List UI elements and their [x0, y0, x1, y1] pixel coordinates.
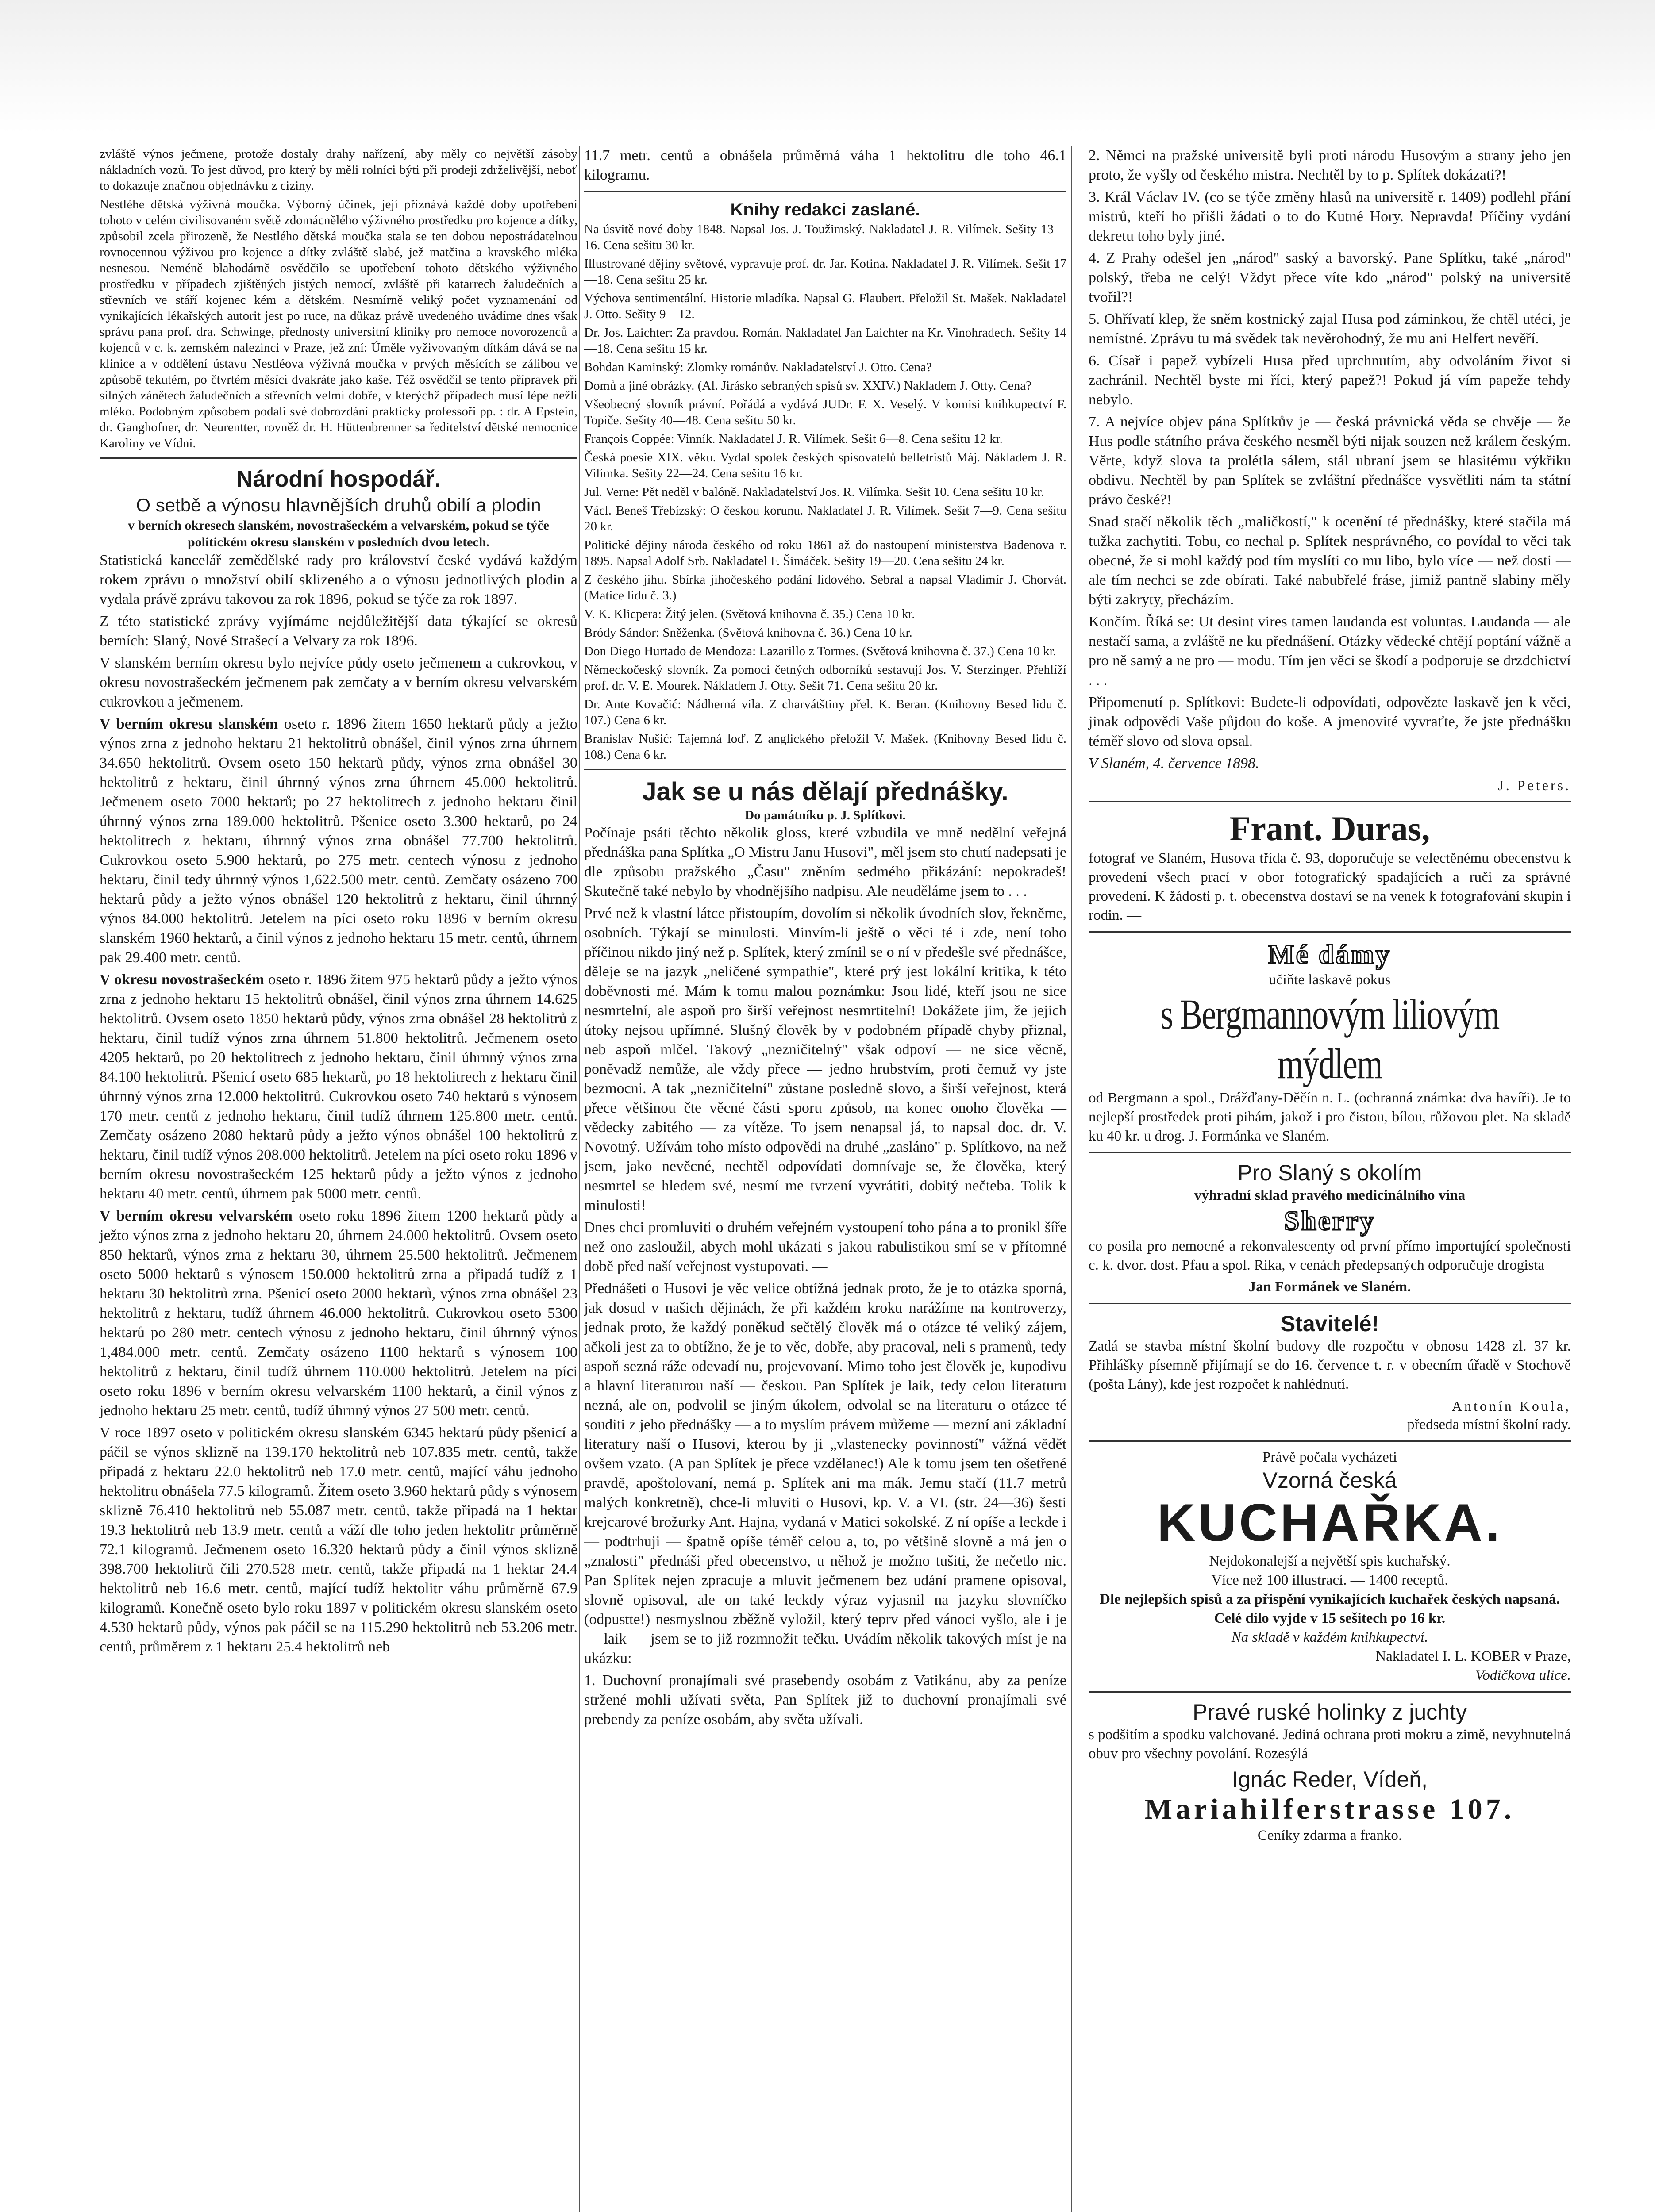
section-divider — [1089, 1303, 1571, 1304]
book-notice: Illustrované dějiny světové, vypravuje prof. dr. Jar. Kotina. Nakladatel J. R. Vilímek. Sešit 17—18. Cena sešitu 25 kr. — [584, 257, 1066, 287]
paragraph: 5. Ohřívatí klep, že sněm kostnický zajal Husa pod záminkou, že chtěl utéci, je nemístné. Zprávu tu má svědek tak nevěrohodný, že mu ani Helfert nevěří. — [1089, 311, 1571, 347]
book-notice: Bródy Sándor: Sněženka. (Světová knihovna č. 36.) Cena 10 kr. — [584, 626, 912, 640]
column-middle — [584, 146, 1066, 1732]
column-left — [100, 146, 577, 1659]
ad-line: Více než 100 illustrací. — 1400 receptů. — [1211, 1572, 1448, 1588]
book-notice: Z českého jihu. Sbírka jihočeského podání lidového. Sebral a napsal Vladimír J. Chorvát. (Matice lidu č. 3.) — [584, 572, 1066, 603]
article-subtitle: v berních okresech slanském, novostrašeckém a velvarském, pokud se týče politickém okresu slanském v posledních dvou letech. — [128, 518, 549, 549]
paragraph: oseto r. 1896 žitem 1650 hektarů půdy a ježto výnos zrna z jednoho hektaru 21 hektolitrů obnášel, činil výnos zrna úhrnem 34.650 hektolitrů. Ovsem oseto 150 hektarů půdy, výnos zrna obnášel 30 hektolitrů z hektaru, činil úhrnný výnos zrna úhrnem 45.000 hektolitrů. Ječmenem oseto 7000 hektarů; po 27 hektolitrech z jednoho hektaru činil úhrnný výnos zrna 189.000 hektolitrů. Pšenice oseto 3.300 hektarů, po 24 hektolitrech z hektaru, úhrnný výnos zrna obnášel 77.700 hektolitrů. Cukrovkou oseto 5.900 hektarů, po 275 metr. centech výnosu z jednoho hektaru, činil tedy úhrnný výnos 1,622.500 metr. centů. Zemčaty osázeno 700 hektarů půdy a ježto výnos obnášel 120 hektolitrů z hektaru, činil úhrnný výnos 84.000 hektolitrů. Jetelem na píci oseto roku 1896 v berním okresu slanském 1960 hektarů, a činil výnos z jednoho hektaru 15 metr. centů, úhrnem pak 29.400 metr. centů. — [100, 716, 578, 966]
ad-head: Pro Slaný s okolím — [1237, 1160, 1422, 1185]
book-notice: Branislav Nušić: Tajemná loď. Z anglického přeložil V. Mašek. (Knihovny Besed lidu č. 108.) Cena 6 kr. — [584, 732, 1066, 762]
paragraph: Z této statistické zprávy vyjímáme nejdůležitější data týkající se okresů berních: Slaný, Nové Strašecí a Velvary za rok 1896. — [100, 613, 577, 649]
ad-name: Sherry — [1284, 1206, 1376, 1236]
book-notice: Politické dějiny národa českého od roku 1861 až do nastoupení ministerstva Badenova r. 1895. Napsal Adolf Srb. Nakladatel F. Šimáček. Sešity 19—20. Cena sešitu 24 kr. — [584, 538, 1066, 568]
article-subtitle: Do památníku p. J. Splítkovi. — [745, 808, 906, 822]
paragraph: 4. Z Prahy odešel jen „národ" saský a bavorský. Pane Splítku, také „národ" polský, třeba ne celý! Vždyt přece víte kdo „národ" polský na universitě tvořil?! — [1089, 250, 1571, 305]
section-divider — [584, 769, 1066, 770]
ad-name: Frant. Duras, — [1229, 809, 1430, 848]
page-top-margin — [0, 0, 1655, 133]
paragraph: 6. Císař i papež vybízeli Husa před uprchnutím, aby odvoláním život si zachránil. Nechtěl byste mi říci, který papež?! Pokud já vím papeže tehdy nebylo. — [1089, 353, 1571, 408]
section-heading: Národní hospodář. — [236, 466, 441, 492]
book-notice: Domů a jiné obrázky. (Al. Jirásko sebraných spisů sv. XXIV.) Nakladem J. Otty. Cena? — [584, 379, 1032, 393]
paragraph: 1. Duchovní pronajímali své prasebendy osobám z Vatikánu, aby za peníze stržené mohli užívati světa, Pan Splítek již to duchovní pronajímali své prebendy za peníze osobám, aby světa užívali. — [584, 1672, 1066, 1728]
signature: Antonín Koula, — [1451, 1398, 1571, 1414]
ad-sherry — [1089, 1160, 1571, 1297]
section-divider — [1089, 1440, 1571, 1442]
section-divider — [1089, 1152, 1571, 1153]
ad-name: KUCHAŘKA. — [1157, 1493, 1503, 1552]
column-rule — [1071, 146, 1072, 2212]
district-heading: V okresu novostrašeckém — [100, 972, 265, 988]
ad-text: od Bergmann a spol., Drážďany-Děčín n. L. (ochranná známka: dva havíři). Je to nejlepší prostředek proti pihám, jakož i pro čistou, bílou, růžovou plet. Na skladě ku 40 kr. u drog. J. Formánka ve Slaném. — [1089, 1090, 1571, 1144]
paragraph: Prvé než k vlastní látce přistoupím, dovolím si několik úvodních slov, řekněme, osobních. Týkají se minulosti. Minvím-li ještě o věci té i zde, není toho příčinou nikdo jiný než p. Splítek, který zmínil se o ní v předešle své přednášce, děleje se na jazyk „neličené sympathie", které prý jest lokální kritika, k této doběvnosti mé. Mám k tomu malou poznámku: Jsou lidé, kteří jsou ne sice nesmrtelní, ale aspoň pro širší veřejnost nesmrtitelní! Dokážete jim, že jejich útoky nejsou upřímné. Slušný člověk by v podobném případě chyby přiznal, neb aspoň mlčel. Takový „nezničitelný" však odpoví — ne sice věcně, poněvadž nemůže, ale vždy přece — jedno hrubstvím, proti čemuž vy jste bezmocni. A tak „nezničitelní" zůstane posledně slovo, a širší veřejnost, která přece většinou čte věcné části sporu způsob, na konec onoho člověka — vědecky zabitého — za vítěze. To jsem nenapsal já, to napsal doc. dr. V. Novotný. Užívám toho místo odpovědi na druhé „zasláno" p. Splítkovo, na než jsem, jako nevěcné, nechtěl odpovídati domnívaje se, že člověka, který nesmrtel se hledem své, nesmí me tvrzení vyvrátiti, dobitý nečteba. Tolik k minulosti! — [584, 905, 1066, 1214]
ad-name: s Bergmannovým liliovým mýdlem — [1160, 991, 1499, 1087]
section-divider — [584, 191, 1066, 192]
paragraph: 11.7 metr. centů a obnášela průměrná váha 1 hektolitru dle toho 46.1 kilogramu. — [584, 147, 1066, 183]
article-title: Jak se u nás dělají přednášky. — [642, 777, 1008, 806]
ad-line: Na skladě v každém knihkupectví. — [1231, 1629, 1428, 1645]
ad-duras — [1089, 808, 1571, 925]
paragraph: 3. Král Václav IV. (co se týče změny hlasů na universitě r. 1409) podlehl přání mistrů, kteří ho přišli žádati o to do Kutné Hory. Nepravda! Příčiny vydání dekretu toho byly jiné. — [1089, 189, 1571, 244]
section-heading: Knihy redakci zaslané. — [730, 200, 920, 219]
ad-kucharka — [1089, 1448, 1571, 1685]
book-notice: Dr. Ante Kovačić: Nádherná vila. Z charvátštiny přel. K. Beran. (Knihovny Besed lidu č. 107.) Cena 6 kr. — [584, 697, 1066, 727]
article-title: O setbě a výnosu hlavnějších druhů obilí a plodin — [136, 495, 541, 515]
paragraph: oseto roku 1896 žitem 1200 hektarů půdy a ježto výnos zrna z jednoho hektaru 20, úhrnem 24.000 hektolitrů. Ovsem oseto 850 hektarů, výnos zrna z hektaru 30, úhrnem 25.500 hektolitrů. Ječmenem oseto 5000 hektarů s výnosem 150.000 hektolitrů zrna a připadá tudíž z 1 hektaru 30 hektolitrů zrna. Pšenicí oseto 2000 hektarů, výnos zrna obnášel 23 hektolitrů z hektaru, tudíž úhrnem 46.000 hektolitrů. Cukrovkou oseto 5300 hektarů po 280 metr. centech výnosu z jednoho hektaru, činil úhrnný výnos 1,484.000 metr. centů. Zemčaty osázeno 1100 hektarů s výnosem 100 hektolitrů z hektaru, činil tudíž úhrnem 110.000 hektolitrů. Jetelem na píci oseto roku 1896 v berním okresu velvarském 1100 hektarů, a činil výnos z jednoho hektaru 25 metr. centů, tudíž úhrnný výnos 27 500 metr. centů. — [100, 1208, 578, 1419]
paragraph: oseto r. 1896 žitem 975 hektarů půdy a ježto výnos zrna z jednoho hektaru 15 hektolitrů obnášel, činil výnos zrna úhrnem 14.625 hektolitrů. Ovsem oseto 1850 hektarů půdy, výnos zrna obnášel 28 hektolitrů z hektaru, činil tudíž výnos zrna úhrnem 51.800 hektolitrů. Ječmenem oseto 4205 hektarů, po 20 hektolitrech z jednoho hektaru, činil úhrnný výnos zrna 84.100 hektolitrů. Pšenicí oseto 685 hektarů, po 18 hektolitrech z hektaru činil úhrnný výnos zrna 12.000 hektolitrů. Cukrovkou oseto 740 hektarů s výnosem 170 metr. centů z jednoho hektaru, činil tudíž úhrnem 125.800 metr. centů. Zemčaty osázeno 2080 hektarů půdy a ježto výnos obnášel 100 hektolitrů z hektaru, činil tudíž výnos 208.000 hektolitrů. Jetelem na píci oseto roku 1896 v berním okresu novostrašeckém 125 hektarů půdy a ježto výnos z jednoho hektaru 40 metr. centů, úhrnem pak 5000 metr. centů. — [100, 972, 577, 1202]
ad-pre: Právě počala vycházeti — [1262, 1449, 1397, 1465]
ad-line: Nejdokonalejší a největší spis kuchařský. — [1209, 1553, 1451, 1569]
book-list — [584, 221, 1066, 763]
book-notice: Dr. Jos. Laichter: Za pravdou. Román. Nakladatel Jan Laichter na Kr. Vinohradech. Sešity 14—18. Cena sešitu 15 kr. — [584, 326, 1066, 356]
book-notice: Výchova sentimentální. Historie mladíka. Napsal G. Flaubert. Přeložil St. Mašek. Nakladatel J. Otto. Sešity 9—12. — [584, 291, 1066, 321]
ad-holinky — [1089, 1699, 1571, 1845]
paragraph-nestle: Nestléhe dětská výživná moučka. Výborný účinek, její přiznává každé doby upotřebení tohoto v celém civilisovaném světě zdomácnělého výživného prostředku pro kojence a dítky, způsobil zcela přirozeně, že Nestlého dětská moučka stala se ten dobou nepostrádatelnou rovnocennou výživou pro kojence a dítky zvláště slabé, jež matčina a kravského mléka nesnesou. Neméně blahodárně osvědčilo se upotřebení tohoto dětského výživného prostředku v případech zjištěných jistých nemocí, zvláště při katarrech žaludečních a střevních ve stáří kojenec kém a dětském. Nesmírně veliký počet vyznamenání od vynikajících lékařských autorit jest po ruce, na důkaz právě uvedeného uvádíme dnes však správu pana prof. dra. Schwinge, přednosty universitní kliniky pro nemoce novorozenců a kojenců v c. k. zemském nalezinci v Praze, jež zní: Úměle vyživovaným dítkám dává se na klinice a v oddělení ústavu Nestléova výživná moučka v prvých měsících se zálibou ve způsobě tekutém, po čtvrtém měsíci dvakráte jako kaše. Též osvědčil se tento přípravek při silných zánětech žaludečních a střevních velmi dobře, v kterýchž případech musí lépe nežli mléko. Podobným způsobem podali své dobrozdání prakticky professoři pp. : dr. A Epstein, dr. Ganghofner, dr. Neurentter, rovněž dr. H. Hüttenbrenner sa ředitelství dětské nemocnice Karoliny ve Vídni. — [100, 197, 577, 450]
ad-text: fotograf ve Slaném, Husova třída č. 93, doporučuje se velectěnému obecenstvu k provedení všech prací v obor fotografický spadajících a ruči za správné provedení. K žádosti p. t. obecenstva dostaví se na venek k fotografování skupin i rodin. — — [1089, 850, 1571, 923]
book-notice: François Coppée: Vinník. Nakladatel J. R. Vilímek. Sešit 6—8. Cena sešitu 12 kr. — [584, 432, 1003, 446]
paragraph: Přednášeti o Husovi je věc velice obtížná jednak proto, že je to otázka sporná, jak dosud v našich dějinách, že při každém kroku narážíme na kontroverzy, jednak proto, že každý poněkud sečtělý člověk má o otázce té veliký zájem, ačkoli jest za to obtížno, že je to věc, dobře, aby pracoval, neli s pramenů, tedy aspoň sezná ráže odevadí nu, projevovaní. Mimo toho jest člověk je, kupodivu a hlavní literaturou naší — českou. Pan Splítek je laik, tedy celou literaturu nezná, ale on, podvolil se jiným úkolem, odvolal se na literaturu o otázce té souditi z jeho přednášky — a to myslím právem můžeme — mezní ani základní literatury naší o Husovi, kterou by ji „vlastenecky povinností" vážná vědět ovšem vzato. (A pan Splítek je přece vzdělanec!) Ale k tomu jsem ten ošetřené pravdě, apoštolovaní, nemá p. Splítek ani ma mák. Jemu stačí (11.7 metrů malých konkretně), chce-li mluviti o Husovi, kp. V. a VI. (str. 24—36) šesti krejcarové brožurky Ant. Hajna, vydaná v Matici sokolské. Z ní opíše a leckde i — podtrhuji — špatně opíše téměř celou a, to, po většině slovně a má jen o „znalosti" přednáši před obecenstvo, u něhož je možno tušiti, že nečetlo nic. Pan Splítek nejen zpracuje a mluvit ječmenem bez udání pramene opisoval, slovně opisoval, ale on také leckdy výraz vyjasnil na jazyku slovníčko (odpustte!) nesmyslnou zběžně vyložil, který teprv před vánoci vyšlo, ale i je — laik — jsem se to již rozmnožit tečku. Uvádím několik takových míst je na ukázku: — [584, 1280, 1066, 1667]
ad-seller: Jan Formánek ve Slaném. — [1248, 1279, 1411, 1295]
paragraph: zvláště výnos ječmene, protože dostaly drahy nařízení, aby měly co největší zásoby nákladních vozů. To jest důvod, pro který by měli rolníci býti při prodeji zdrželivější, neboť to dokazuje značnou objednávku z ciziny. — [100, 147, 577, 193]
ad-sub: učiňte laskavě pokus — [1269, 972, 1391, 988]
ad-head: Vzorná česká — [1262, 1468, 1397, 1493]
book-notice: Bohdan Kaminský: Zlomky románův. Nakladatelství J. Otto. Cena? — [584, 360, 932, 374]
ad-text: Zadá se stavba místní školní budovy dle rozpočtu v obnosu 1428 zl. 37 kr. Přihlášky písemně přijímají se do 16. července t. r. v obecním úřadě v Stochově (pošta Lány), kde jest rozpočet k nahlédnutí. — [1089, 1338, 1571, 1392]
paragraph: Končím. Říká se: Ut desint vires tamen laudanda est voluntas. Laudanda — ale nestačí sama, a zvláště ne ku přednášení. Otázky vědecké chtějí poptání vážně a pro ně samý a ne pro — modu. Tím jen věci se škodí a podporuje se drzdchictví . . . — [1089, 614, 1571, 688]
book-notice: Česká poesie XIX. věku. Vydal spolek českých spisovatelů belletristů Máj. Nákladem J. R. Vilímka. Sešity 22—24. Cena sešitu 16 kr. — [584, 450, 1066, 480]
book-notice: Don Diego Hurtado de Mendoza: Lazarillo z Tormes. (Světová knihovna č. 37.) Cena 10 kr. — [584, 644, 1056, 658]
article-body — [584, 823, 1066, 1729]
signature-role: předseda místní školní rady. — [1407, 1417, 1571, 1432]
paragraph: Počínaje psáti těchto několik gloss, které vzbudila ve mně nedělní veřejná přednáška pana Splítka „O Mistru Janu Husovi", měl jsem sto chutí nadepsati je dle způsobu pražského „Času" zněním sedmého přikázání: nepokradeš! Skutečně také nebylo by vhodnějšího nadpisu. Ale neuděláme jsem to . . . — [584, 825, 1066, 899]
district-heading: V berním okresu slanském — [100, 716, 278, 732]
ad-address: Mariahilferstrasse 107. — [1144, 1793, 1515, 1825]
paragraph: Snad stačí několik těch „maličkostí," k ocenění té přednášky, které stačila má tužka zachytiti. Tobu, co nechal p. Splítek nesprávného, co povídal to věci tak obecné, že si mohl každý pod tím myslíti co mu libo, bylo více — než dosti — ale tím nechci se zde obírati. Také nabubřelé fráse, jimiž pantně slabiny měly býti zakryty, přecházím. — [1089, 514, 1571, 608]
ad-sub: výhradní sklad pravého medicinálního vína — [1194, 1187, 1466, 1203]
district-heading: V berním okresu velvarském — [100, 1208, 293, 1224]
ad-head: Mé dámy — [1268, 940, 1391, 970]
paragraph: Statistická kancelář zemědělské rady pro království české vydává každým rokem zprávu o množství obilí sklizeného a o výnosu jednotlivých plodin a vydala právě zprávu takovou za rok 1896, pokud se týče za rok 1897. — [100, 552, 577, 607]
book-notice: Václ. Beneš Třebízský: O českou korunu. Nakladatel J. R. Vilímek. Sešit 7—9. Cena sešitu 20 kr. — [584, 503, 1066, 534]
paragraph: 2. Němci na pražské universitě byli proti národu Husovým a strany jeho jen proto, že vyšly od českého mistra. Nechtěl by to p. Splítek dokázati?! — [1089, 147, 1571, 183]
ad-foot: Ceníky zdarma a franko. — [1257, 1828, 1402, 1843]
ad-line: Vodičkova ulice. — [1475, 1667, 1571, 1683]
paragraph: Dnes chci promluviti o druhém veřejném vystoupení toho pána a to pronikl šíře než ono zasloužil, abych mohl ukázati s jakou rabulistikou smí se v přítomné době před naší veřejnost vystupovati. — — [584, 1219, 1066, 1275]
column-rule — [579, 146, 580, 2212]
paragraph: V slanském berním okresu bylo nejvíce půdy oseto ječmenem a cukrovkou, v okresu novostrašeckém ječmenem pak zemčaty a v berním okresu velvarském cukrovkou a ječmenem. — [100, 655, 577, 710]
ad-head: Pravé ruské holinky z juchty — [1193, 1700, 1467, 1724]
paragraph: V roce 1897 oseto v politickém okresu slanském 6345 hektarů půdy pšenicí a páčil se výnos sklizně na 139.170 hektolitrů neb 107.835 metr. centů, takže připadá z hektaru 22.0 hektolitrů neb 17.0 metr. centů, mající váhu jednoho hektolitru obnášela 77.5 kilogramů. Žitem oseto 3.960 hektarů půdy s výnosem sklizně 76.410 hektolitrů neb 55.087 metr. centů, takže připadá na 1 hektar 19.3 hektolitrů neb 13.9 metr. centů a váží dle toho jeden hektolitr průměrně 72.1 kilogramů. Ječmenem oseto 16.320 hektarů půdy a činil výnos sklizně 398.700 hektolitrů čili 270.528 metr. centů, takže připadá na 1 hektar 24.4 hektolitrů neb 16.6 metr. centů, mající tudíž hektolitr váhu průměrně 67.9 kilogramů. Konečně oseto bylo roku 1897 v politickém okresu slanském oseto 4.530 hektarů půdy, výnos pak páčil se na 115.290 hektolitrů neb 53.206 metr. centů, průměrem z 1 hektaru 25.4 hektolitrů neb — [100, 1425, 577, 1655]
ad-stavitele — [1089, 1310, 1571, 1434]
ad-line: Nakladatel I. L. KOBER v Praze, — [1375, 1648, 1571, 1664]
book-notice: Na úsvitě nové doby 1848. Napsal Jos. J. Toužimský. Nakladatel J. R. Vilímek. Sešity 13—16. Cena sešitu 30 kr. — [584, 222, 1066, 252]
book-notice: Všeobecný slovník právní. Pořádá a vydává JUDr. F. X. Veselý. V komisi knihkupectví F. Topiče. Sešity 40—48. Cena sešitu 50 kr. — [584, 397, 1066, 427]
ad-text: co posila pro nemocné a rekonvalescenty od první přímo importující společnosti c. k. dvor. dost. Pfau a spol. Rika, v cenách předepsaných odporučuje drogista — [1089, 1238, 1571, 1273]
paragraph: Připomenutí p. Splítkovi: Budete-li odpovídati, odpovězte laskavě jen k věci, jinak odpovědi Vaše půjdou do koše. A jmenovité vyvraťte, že jste přednášku téměř slovo od slova opsal. — [1089, 694, 1571, 749]
section-divider — [1089, 1691, 1571, 1693]
section-divider — [100, 457, 577, 459]
section-divider — [1089, 931, 1571, 933]
dateline: V Slaném, 4. července 1898. — [1089, 755, 1259, 772]
ad-line: Dle nejlepších spisů a za přispění vynikajících kuchařek českých napsaná. — [1100, 1591, 1560, 1607]
signature: J. Peters. — [1498, 777, 1571, 793]
ad-text: s podšitím a spodku valchované. Jediná ochrana proti mokru a zimě, nevyhnutelná obuv pro všechny povolání. Rozesýlá — [1089, 1727, 1571, 1762]
ad-name: Ignác Reder, Vídeň, — [1232, 1767, 1428, 1792]
paragraph: 7. A nejvíce objev pána Splítkův je — česká právnická věda se chvěje — že Hus podle státního práva českého nesměl býti nijak souzen než králem českým. Věrte, když slova ta prolétla sálem, stál ubraní jsem se hlasitému výkřiku obdivu. Nechtěl by pan Splítek se zvláštní přednášce vysvětliti nám ta státní právo české?! — [1089, 414, 1571, 508]
book-notice: Jul. Verne: Pět neděl v balóně. Nakladatelství Jos. R. Vilímka. Sešit 10. Cena sešitu 10 kr. — [584, 485, 1044, 499]
ad-head: Stavitelé! — [1280, 1311, 1379, 1336]
column-right — [1089, 146, 1571, 1851]
book-notice: Německočeský slovník. Za pomoci četných odborníků sestavují Jos. V. Sterzinger. Přehlíží prof. dr. V. E. Mourek. Nákladem J. Otty. Sešit 71. Cena sešitu 20 kr. — [584, 663, 1066, 693]
ad-line: Celé dílo vyjde v 15 sešitech po 16 kr. — [1214, 1610, 1446, 1626]
book-notice: V. K. Klicpera: Žitý jelen. (Světová knihovna č. 35.) Cena 10 kr. — [584, 607, 915, 621]
section-divider — [1089, 801, 1571, 802]
ad-bergmann — [1089, 939, 1571, 1146]
